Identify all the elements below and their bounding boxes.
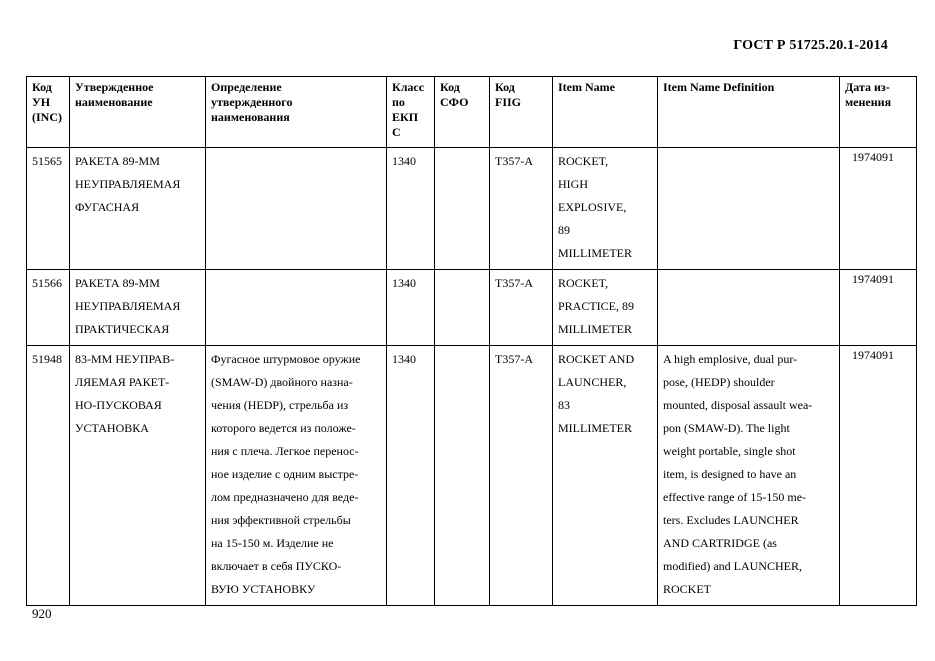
cell-change-date: 1974091 xyxy=(840,346,917,606)
table-row xyxy=(27,148,917,270)
cell-item-name-definition xyxy=(658,148,840,270)
col-header-class: Класс по ЕКП С xyxy=(387,77,435,148)
cell-approved-name: 83-ММ НЕУПРАВ- ЛЯЕМАЯ РАКЕТ- НО-ПУСКОВАЯ УСТАНОВКА xyxy=(70,346,206,606)
nomenclature-table xyxy=(26,76,917,606)
table-row xyxy=(27,346,917,606)
cell-definition xyxy=(206,148,387,270)
cell-approved-name: РАКЕТА 89-ММ НЕУПРАВЛЯЕМАЯ ПРАКТИЧЕСКАЯ xyxy=(70,270,206,346)
col-header-item-name-definition: Item Name Definition xyxy=(658,77,840,148)
col-header-approved-name: Утвержденное наименование xyxy=(70,77,206,148)
table-row xyxy=(27,270,917,346)
cell-sfo xyxy=(435,148,490,270)
col-header-sfo: Код СФО xyxy=(435,77,490,148)
cell-fiig: T357-A xyxy=(490,270,553,346)
cell-sfo xyxy=(435,270,490,346)
cell-item-name: ROCKET AND LAUNCHER, 83 MILLIMETER xyxy=(553,346,658,606)
cell-inc: 51948 xyxy=(27,346,70,606)
table-header-row xyxy=(27,77,917,148)
col-header-fiig: Код FIIG xyxy=(490,77,553,148)
cell-change-date: 1974091 xyxy=(840,270,917,346)
cell-class: 1340 xyxy=(387,148,435,270)
cell-definition xyxy=(206,270,387,346)
cell-fiig: T357-A xyxy=(490,148,553,270)
cell-item-name-definition xyxy=(658,270,840,346)
cell-approved-name: РАКЕТА 89-ММ НЕУПРАВЛЯЕМАЯ ФУГАСНАЯ xyxy=(70,148,206,270)
cell-inc: 51565 xyxy=(27,148,70,270)
cell-change-date: 1974091 xyxy=(840,148,917,270)
cell-definition: Фугасное штурмовое оружие (SMAW-D) двойного назна- чения (HEDP), стрельба из которого ведется из положе- ния с плеча. Легкое перенос- ное изделие с одним выстре- лом предназначено для веде- ния эффективной стрельбы на 15-150 м. Изделие не включает в себя ПУСКО- ВУЮ УСТАНОВКУ xyxy=(206,346,387,606)
col-header-inc: Код УН (INC) xyxy=(27,77,70,148)
page-number: 920 xyxy=(32,606,52,621)
cell-item-name: ROCKET, PRACTICE, 89 MILLIMETER xyxy=(553,270,658,346)
cell-sfo xyxy=(435,346,490,606)
cell-item-name-definition: A high emplosive, dual pur- pose, (HEDP) shoulder mounted, disposal assault wea- pon (SMAW-D). The light weight portable, single shot item, is designed to have an effective range of 15-150 me- ters. Excludes LAUNCHER AND CARTRIDGE (as modified) and LAUNCHER, ROCKET xyxy=(658,346,840,606)
cell-class: 1340 xyxy=(387,270,435,346)
cell-class: 1340 xyxy=(387,346,435,606)
col-header-change-date: Дата из- менения xyxy=(840,77,917,148)
cell-fiig: T357-A xyxy=(490,346,553,606)
document-code: ГОСТ Р 51725.20.1-2014 xyxy=(733,38,888,53)
col-header-item-name: Item Name xyxy=(553,77,658,148)
cell-item-name: ROCKET, HIGH EXPLOSIVE, 89 MILLIMETER xyxy=(553,148,658,270)
col-header-definition: Определение утвержденного наименования xyxy=(206,77,387,148)
cell-inc: 51566 xyxy=(27,270,70,346)
